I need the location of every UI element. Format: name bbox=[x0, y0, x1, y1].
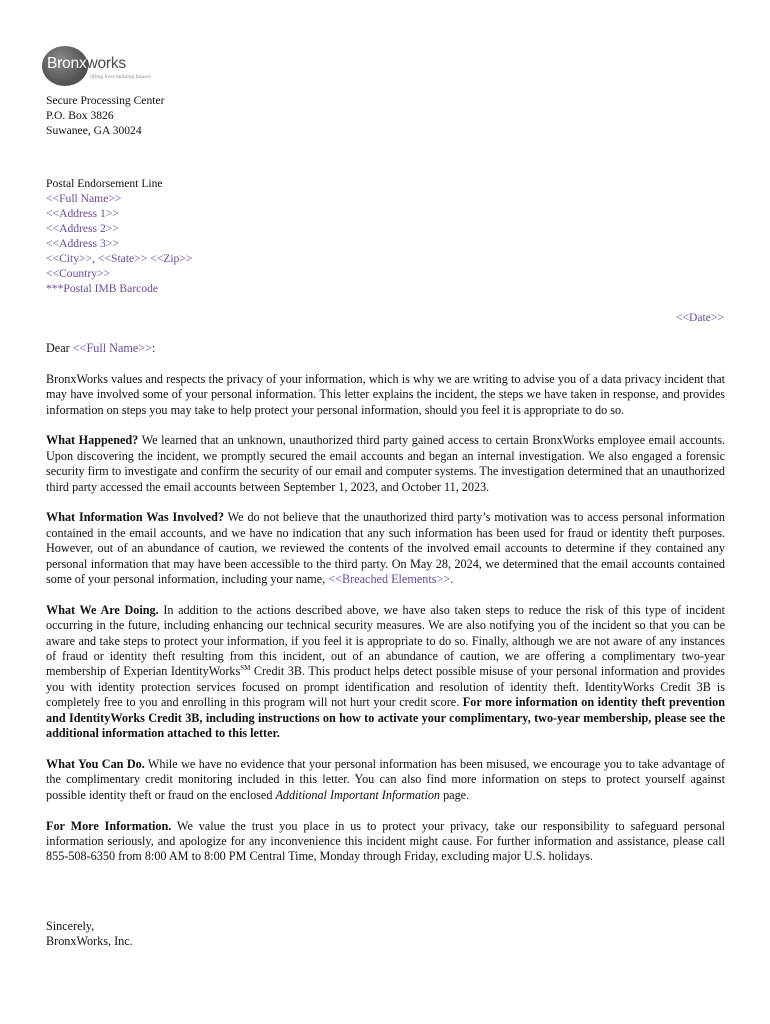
bronxworks-logo bbox=[42, 46, 162, 86]
return-address-line: Secure Processing Center bbox=[46, 94, 165, 107]
sign-off: Sincerely, bbox=[46, 919, 95, 933]
service-mark: SM bbox=[240, 664, 251, 673]
what-you-can-do-paragraph: What You Can Do. While we have no evidence that your personal information has been misused, we encourage you to take advantage of the complimentary credit monitoring included in this letter. You can also find more information on steps to protect yourself against possible identity theft or fraud on the enclosed Additional Important Information page. bbox=[46, 756, 725, 802]
recipient-address-1: <<Address 1>> bbox=[46, 207, 119, 220]
postal-imb-barcode: ***Postal IMB Barcode bbox=[46, 282, 159, 295]
recipient-address-3: <<Address 3>> bbox=[46, 237, 119, 250]
intro-paragraph: BronxWorks values and respects the privacy of your information, which is why we are writing to advise you of a data privacy incident that may have involved some of your personal information. This letter explains the incident, the steps we have taken in response, and provides information on steps you may take to help protect your personal information, should you feel it is appropriate to do so. bbox=[46, 371, 725, 417]
for-more-information-paragraph: For More Information. We value the trust you place in us to protect your privacy, take our responsibility to safeguard personal information seriously, and apologize for any inconvenience this incident might cause. For further information and assistance, please call 855-508-6350 from 8:00 AM to 8:00 PM Central Time, Monday through Friday, excluding major U.S. holidays. bbox=[46, 818, 725, 864]
recipient-full-name: <<Full Name>> bbox=[46, 192, 122, 205]
what-happened-paragraph: What Happened? We learned that an unknown, unauthorized third party gained access to certain BronxWorks employee email accounts. Upon discovering the incident, we promptly secured the email accounts and began an internal investigation. We also engaged a forensic security firm to investigate and confirm the security of our email and computer systems. The investigation determined that an unauthorized third party accessed the email accounts between September 1, 2023, and October 11, 2023. bbox=[46, 433, 725, 494]
closing bbox=[46, 919, 133, 950]
mailing-address bbox=[46, 176, 192, 296]
what-we-are-doing-paragraph: What We Are Doing. In addition to the actions described above, we have also taken steps to reduce the risk of this type of incident occurring in the future, including enhancing our technical security measures. We are also notifying you of the incident so that you can be aware and take steps to protect your information, if you feel it is appropriate to do so. Finally, although we are not aware of any instances of fraud or identity theft resulting from this incident, out of an abundance of caution, we are offering a complimentary two-year membership of Experian IdentityWorks℠ Credit 3B. This product helps detect possible misuse of your personal information and provides you with identity protection services focused on prompt identification and resolution of identity theft. IdentityWorks Credit 3B is completely free to you and enrolling in this program will not hurt your credit score. For more information on identity theft prevention and IdentityWorks Credit 3B, including instructions on how to activate your complimentary, two-year membership, please see the additional information attached to this letter. bbox=[46, 602, 725, 741]
letter-body bbox=[46, 341, 725, 880]
return-address-line: P.O. Box 3826 bbox=[46, 109, 114, 122]
salutation: Dear <<Full Name>>: bbox=[46, 341, 156, 355]
what-you-can-do-heading: What You Can Do. bbox=[46, 756, 145, 771]
salutation-name: <<Full Name>> bbox=[72, 341, 153, 355]
recipient-address-2: <<Address 2>> bbox=[46, 222, 119, 235]
postal-endorsement-line: Postal Endorsement Line bbox=[46, 177, 163, 190]
return-address bbox=[46, 93, 164, 138]
what-we-are-doing-heading: What We Are Doing. bbox=[46, 602, 159, 617]
recipient-country: <<Country>> bbox=[46, 267, 111, 280]
letter-date: <<Date>> bbox=[675, 311, 724, 324]
return-address-line: Suwanee, GA 30024 bbox=[46, 124, 142, 137]
logo-tagline: lifting lives building futures bbox=[90, 74, 151, 80]
additional-info-reference: Additional Important Information bbox=[275, 787, 441, 802]
recipient-city-state-zip: <<City>>, <<State>> <<Zip>> bbox=[46, 252, 193, 265]
breached-elements-placeholder: <<Breached Elements>> bbox=[328, 572, 451, 587]
for-more-information-heading: For More Information. bbox=[46, 818, 172, 833]
signature: BronxWorks, Inc. bbox=[46, 934, 133, 949]
what-happened-heading: What Happened? bbox=[46, 433, 139, 448]
more-info-bold-note: For more information on identity theft prevention and IdentityWorks Credit 3B, including instructions on how to activate your complimentary, two-year membership, please see the additional information attached to this letter. bbox=[46, 695, 725, 741]
what-information-heading: What Information Was Involved? bbox=[46, 510, 224, 525]
logo-wordmark: Bronxworks bbox=[47, 55, 126, 72]
what-information-paragraph: What Information Was Involved? We do not believe that the unauthorized third party’s motivation was to access personal information contained in the email accounts, and we have no indication that any such information has been used for fraud or identity theft purposes. However, out of an abundance of caution, we reviewed the contents of the involved email accounts to determine if they contained any personal information that may have been accessible to the third party. On May 28, 2024, we determined that the email accounts contained some of your personal information, including your name, <<Breached Elements>>. bbox=[46, 510, 725, 587]
